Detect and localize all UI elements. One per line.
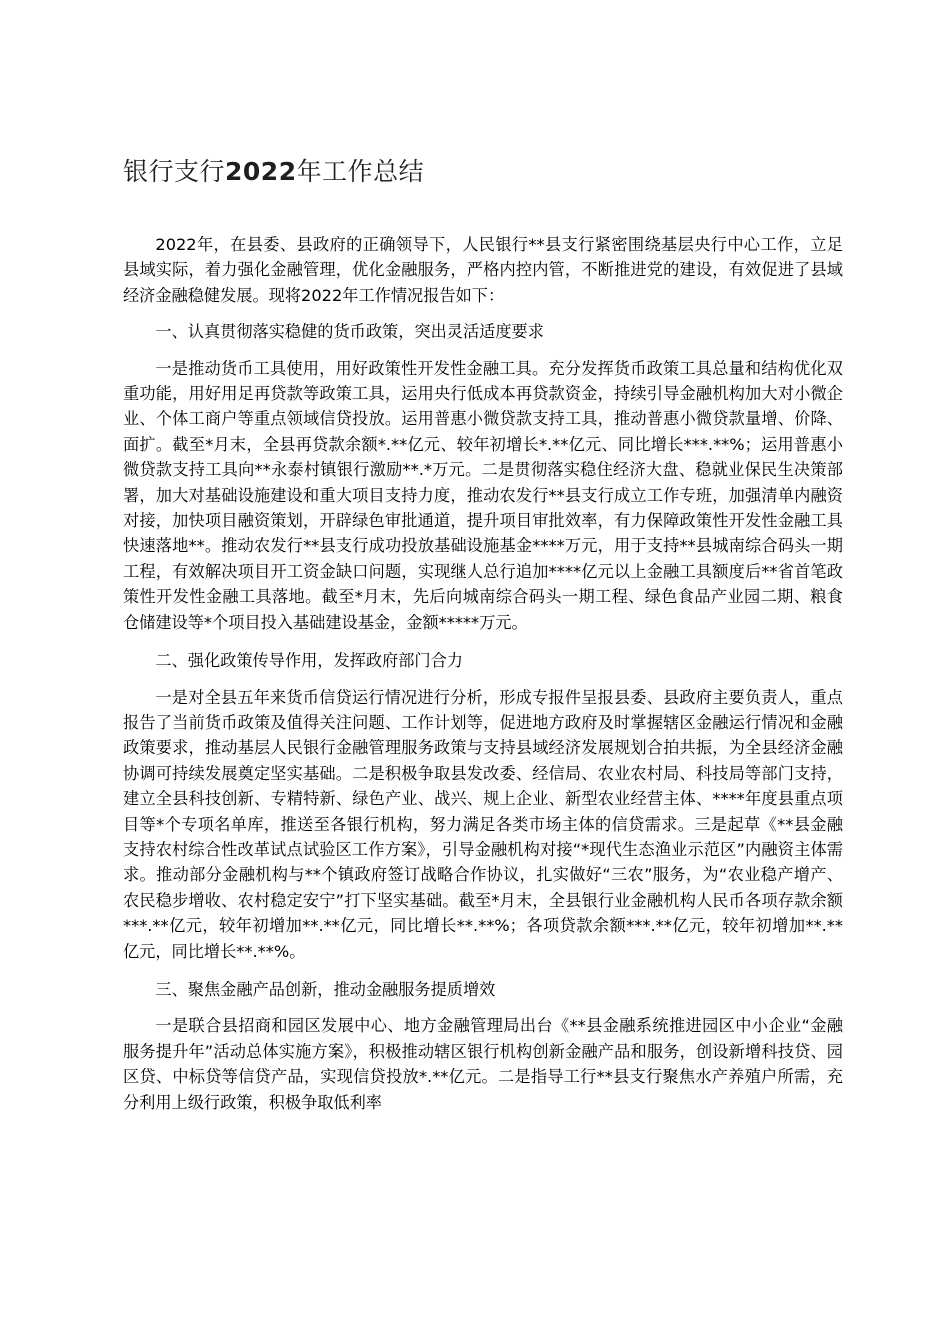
section-1-heading: 一、认真贯彻落实稳健的货币政策，突出灵活适度要求 — [155, 322, 544, 342]
section-2-body: 一是对全县五年来货币信贷运行情况进行分析，形成专报件呈报县委、县政府主要负责人，重点报告了当前货币政策及值得关注问题、工作计划等，促进地方政府及时掌握辖区金融运行情况和金融政策要求，推动基层人民银行金融管理服务政策与支持县域经济发展规划合拍共振，为全县经济金融协调可持续发展奠定坚实基础。二是积极争取县发改委、经信局、农业农村局、科技局等部门支持，建立全县科技创新、专精特新、绿色产业、战兴、规上企业、新型农业经营主体、****年度县重点项目等*个专项名单库，推送至各银行机构，努力满足各类市场主体的信贷需求。三是起草《**县金融支持农村综合性改革试点试验区工作方案》，引导金融机构对接“*现代生态渔业示范区”内融资主体需求。推动部分金融机构与**个镇政府签订战略合作协议，扎实做好“三农”服务，为“农业稳产增产、农民稳步增收、农村稳定安宁”打下坚实基础。截至*月末，全县银行业金融机构人民币各项存款余额***.**亿元，较年初增加**.**亿元，同比增长**.**%；各项贷款余额***.**亿元，较年初增加**.**亿元，同比增长**.**%。 — [123, 687, 843, 961]
title-year: 2022 — [225, 157, 297, 186]
title-suffix: 年工作总结 — [296, 157, 425, 186]
intro-paragraph: 2022年，在县委、县政府的正确领导下，人民银行**县支行紧密围绕基层央行中心工作，立足县域实际，着力强化金融管理，优化金融服务，严格内控内管，不断推进党的建设，有效促进了县域经济金融稳健发展。现将2022年工作情况报告如下： — [123, 235, 843, 305]
page-title — [123, 150, 843, 194]
title-prefix: 银行支行 — [123, 157, 226, 186]
section-3-heading: 三、聚焦金融产品创新，推动金融服务提质增效 — [155, 979, 496, 999]
section-3-body: 一是联合县招商和园区发展中心、地方金融管理局出台《**县金融系统推进园区中小企业“金融服务提升年”活动总体实施方案》，积极推动辖区银行机构创新金融产品和服务，创设新增科技贷、园区贷、中标贷等信贷产品，实现信贷投放*.**亿元。二是指导工行**县支行聚焦水产养殖户所需，充分利用上级行政策，积极争取低利率 — [123, 1016, 843, 1112]
section-1-body: 一是推动货币工具使用，用好政策性开发性金融工具。充分发挥货币政策工具总量和结构优化双重功能，用好用足再贷款等政策工具，运用央行低成本再贷款资金，持续引导金融机构加大对小微企业、个体工商户等重点领域信贷投放。运用普惠小微贷款支持工具，推动普惠小微贷款量增、价降、面扩。截至*月末，全县再贷款余额*.**亿元、较年初增长*.**亿元、同比增长***.**%；运用普惠小微贷款支持工具向**永泰村镇银行激励**.*万元。二是贯彻落实稳住经济大盘、稳就业保民生决策部署，加大对基础设施建设和重大项目支持力度，推动农发行**县支行成立工作专班，加强清单内融资对接，加快项目融资策划，开辟绿色审批通道，提升项目审批效率，有力保障政策性开发性金融工具快速落地**。推动农发行**县支行成功投放基础设施基金****万元，用于支持**县城南综合码头一期工程，有效解决项目开工资金缺口问题，实现继人总行追加****亿元以上金融工具额度后**省首笔政策性开发性金融工具落地。截至*月末，先后向城南综合码头一期工程、绿色食品产业园二期、粮食仓储建设等*个项目投入基础建设基金，金额*****万元。 — [123, 358, 843, 632]
document-page — [123, 150, 843, 1115]
section-2-heading: 二、强化政策传导作用，发挥政府部门合力 — [155, 651, 463, 671]
